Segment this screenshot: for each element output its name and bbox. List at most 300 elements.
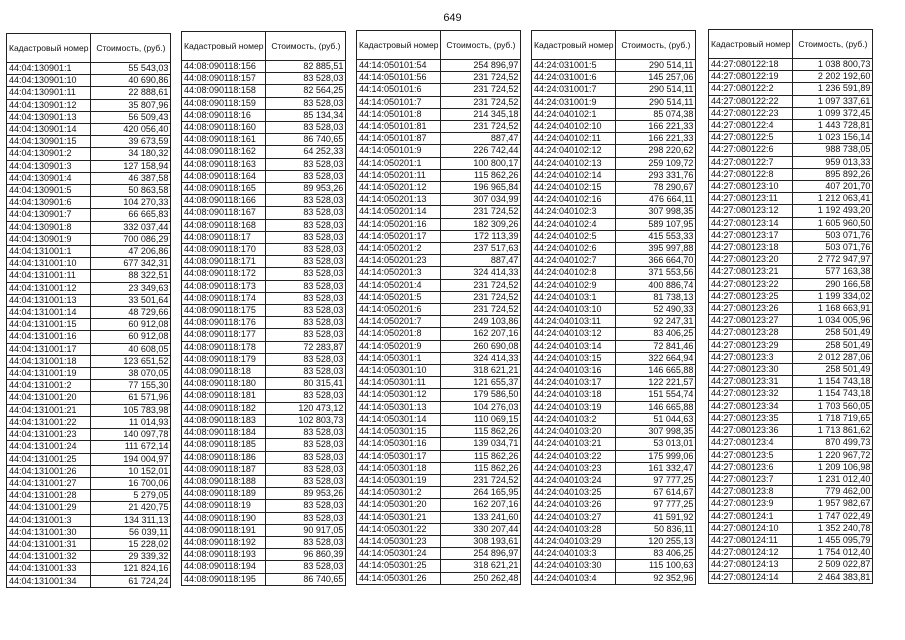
cost-cell: 92 247,31: [616, 316, 696, 328]
cost-cell: 133 241,60: [441, 511, 521, 523]
table-row: [709, 571, 873, 583]
cost-cell: 503 071,76: [793, 229, 873, 241]
cost-cell: 400 886,74: [616, 279, 696, 291]
cadastral-number-cell: 44:08:090118:187: [182, 463, 266, 475]
table-row: [7, 514, 171, 526]
cadastral-number-cell: 44:24:040102:15: [532, 182, 616, 194]
cost-cell: 231 724,52: [441, 291, 521, 303]
table-row: [357, 316, 521, 328]
table-row: [709, 425, 873, 437]
table-row: [357, 560, 521, 572]
cadastral-number-cell: 44:08:090118:182: [182, 402, 266, 414]
cost-cell: 97 777,25: [616, 499, 696, 511]
table-row: [182, 61, 346, 73]
table-row: [532, 72, 696, 84]
cadastral-number-cell: 44:08:090118:184: [182, 427, 266, 439]
cost-cell: 194 004,97: [91, 453, 171, 465]
cadastral-number-cell: 44:08:090118:165: [182, 183, 266, 195]
table-row: [182, 183, 346, 195]
cost-cell: 146 665,88: [616, 401, 696, 413]
table-row: [709, 217, 873, 229]
cadastral-table-1: [6, 33, 171, 588]
cadastral-number-cell: 44:08:090118:167: [182, 207, 266, 219]
table-row: [182, 158, 346, 170]
cadastral-number-cell: 44:08:090118:177: [182, 329, 266, 341]
table-row: [532, 377, 696, 389]
table-row: [709, 266, 873, 278]
table-row: [182, 256, 346, 268]
cadastral-number-cell: 44:08:090118:173: [182, 280, 266, 292]
table-row: [532, 108, 696, 120]
cost-cell: 83 406,25: [616, 548, 696, 560]
header-cost: Стоимость, (руб.): [266, 32, 346, 61]
cost-cell: 82 885,51: [266, 61, 346, 73]
cadastral-number-cell: 44:14:050201:12: [357, 182, 441, 194]
table-row: [709, 229, 873, 241]
table-row: [7, 270, 171, 282]
cost-cell: 259 109,72: [616, 157, 696, 169]
header-cost: Стоимость, (руб.): [91, 34, 171, 63]
table-row: [7, 453, 171, 465]
cost-cell: 15 228,02: [91, 538, 171, 550]
table-row: [182, 97, 346, 109]
cost-cell: 290 514,11: [616, 84, 696, 96]
table-row: [357, 108, 521, 120]
header-cadastral-number: Кадастровый номер: [532, 31, 616, 60]
cadastral-number-cell: 44:14:050301:19: [357, 474, 441, 486]
cost-cell: 226 742,44: [441, 145, 521, 157]
cadastral-number-cell: 44:04:131001:3: [7, 514, 91, 526]
table-row: [182, 73, 346, 85]
table-row: [7, 172, 171, 184]
cadastral-number-cell: 44:08:090118:183: [182, 414, 266, 426]
table-row: [7, 502, 171, 514]
cost-cell: 40 608,05: [91, 343, 171, 355]
cadastral-number-cell: 44:14:050301:16: [357, 438, 441, 450]
cost-cell: 264 165,95: [441, 487, 521, 499]
cadastral-number-cell: 44:14:050301:1: [357, 352, 441, 364]
cadastral-number-cell: 44:14:050301:11: [357, 377, 441, 389]
cadastral-number-cell: 44:04:130901:15: [7, 136, 91, 148]
header-cadastral-number: Кадастровый номер: [182, 32, 266, 61]
cost-cell: 1 199 334,02: [793, 290, 873, 302]
cadastral-number-cell: 44:24:031001:5: [532, 60, 616, 72]
cost-cell: 104 270,33: [91, 197, 171, 209]
cost-cell: 307 998,35: [616, 426, 696, 438]
table-row: [532, 182, 696, 194]
table-row: [7, 221, 171, 233]
table-row: [182, 305, 346, 317]
cadastral-number-cell: 44:27:080123:11: [709, 193, 793, 205]
cadastral-number-cell: 44:24:040102:12: [532, 145, 616, 157]
cost-cell: 100 800,17: [441, 157, 521, 169]
cost-cell: 249 103,86: [441, 316, 521, 328]
cadastral-number-cell: 44:08:090118:18: [182, 366, 266, 378]
cadastral-number-cell: 44:04:130901:10: [7, 75, 91, 87]
cost-cell: 577 163,38: [793, 266, 873, 278]
table-row: [7, 477, 171, 489]
table-row: [709, 412, 873, 424]
table-row: [182, 244, 346, 256]
cadastral-number-cell: 44:08:090118:175: [182, 305, 266, 317]
table-row: [709, 83, 873, 95]
cost-cell: 92 352,96: [616, 572, 696, 584]
cost-cell: 83 528,03: [266, 256, 346, 268]
table-row: [532, 438, 696, 450]
table-row: [532, 279, 696, 291]
table-row: [709, 193, 873, 205]
cost-cell: 123 651,52: [91, 355, 171, 367]
table-row: [7, 343, 171, 355]
cost-cell: 60 912,08: [91, 331, 171, 343]
cost-cell: 1 718 719,65: [793, 412, 873, 424]
cost-cell: 293 331,76: [616, 169, 696, 181]
table-row: [182, 439, 346, 451]
table-row: [7, 197, 171, 209]
cost-cell: 166 221,33: [616, 133, 696, 145]
cost-cell: 172 113,39: [441, 230, 521, 242]
table-row: [7, 124, 171, 136]
cadastral-number-cell: 44:27:080123:21: [709, 266, 793, 278]
cadastral-number-cell: 44:08:090118:190: [182, 512, 266, 524]
table-row: [7, 136, 171, 148]
cadastral-number-cell: 44:08:090118:156: [182, 61, 266, 73]
cadastral-number-cell: 44:14:050301:23: [357, 535, 441, 547]
cost-cell: 332 037,44: [91, 221, 171, 233]
cost-table: [708, 29, 873, 584]
table-row: [182, 524, 346, 536]
cadastral-number-cell: 44:27:080122:23: [709, 107, 793, 119]
table-row: [709, 242, 873, 254]
table-row: [532, 60, 696, 72]
table-row: [182, 292, 346, 304]
cadastral-number-cell: 44:04:131001:13: [7, 294, 91, 306]
table-row: [709, 364, 873, 376]
cost-cell: 89 953,26: [266, 183, 346, 195]
table-row: [182, 231, 346, 243]
cost-cell: 83 406,25: [616, 328, 696, 340]
table-row: [532, 401, 696, 413]
table-row: [709, 498, 873, 510]
table-row: [532, 352, 696, 364]
cost-cell: 83 528,03: [266, 317, 346, 329]
cost-cell: 83 528,03: [266, 97, 346, 109]
cadastral-number-cell: 44:27:080124:10: [709, 522, 793, 534]
cost-cell: 29 339,32: [91, 551, 171, 563]
cost-cell: 121 655,37: [441, 377, 521, 389]
cost-cell: 231 724,52: [441, 72, 521, 84]
cost-cell: 139 034,71: [441, 438, 521, 450]
cost-cell: 318 621,21: [441, 560, 521, 572]
table-row: [532, 121, 696, 133]
cadastral-number-cell: 44:27:080123:31: [709, 376, 793, 388]
header-cost: Стоимость, (руб.): [616, 31, 696, 60]
cadastral-number-cell: 44:24:040103:17: [532, 377, 616, 389]
cadastral-number-cell: 44:14:050201:8: [357, 328, 441, 340]
cost-table: [531, 30, 696, 585]
cost-cell: 10 152,01: [91, 465, 171, 477]
cadastral-number-cell: 44:04:131001:20: [7, 392, 91, 404]
cost-cell: 52 490,33: [616, 304, 696, 316]
table-row: [182, 195, 346, 207]
cost-cell: 83 528,03: [266, 219, 346, 231]
table-row: [7, 282, 171, 294]
table-row: [7, 63, 171, 75]
cadastral-number-cell: 44:14:050201:1: [357, 157, 441, 169]
cost-cell: 290 514,11: [616, 96, 696, 108]
cadastral-number-cell: 44:14:050301:2: [357, 487, 441, 499]
cost-cell: 1 747 022,49: [793, 510, 873, 522]
cost-cell: 47 206,86: [91, 246, 171, 258]
table-row: [709, 351, 873, 363]
table-row: [357, 182, 521, 194]
cost-cell: 231 724,52: [441, 121, 521, 133]
table-row: [7, 490, 171, 502]
cost-cell: 90 917,05: [266, 524, 346, 536]
cost-cell: 166 221,33: [616, 121, 696, 133]
cadastral-number-cell: 44:14:050201:9: [357, 340, 441, 352]
table-row: [709, 205, 873, 217]
table-header-row: [357, 31, 521, 60]
table-row: [709, 473, 873, 485]
cost-cell: 5 279,05: [91, 490, 171, 502]
cadastral-number-cell: 44:27:080124:11: [709, 534, 793, 546]
cost-cell: 22 888,61: [91, 87, 171, 99]
cadastral-number-cell: 44:04:131001:21: [7, 404, 91, 416]
cost-cell: 870 499,73: [793, 437, 873, 449]
table-row: [182, 390, 346, 402]
table-row: [182, 414, 346, 426]
cost-cell: 66 665,83: [91, 209, 171, 221]
cadastral-number-cell: 44:14:050201:17: [357, 230, 441, 242]
cost-cell: 55 543,03: [91, 63, 171, 75]
table-row: [7, 319, 171, 331]
cost-cell: 231 724,52: [441, 279, 521, 291]
cadastral-number-cell: 44:27:080123:30: [709, 364, 793, 376]
table-row: [357, 194, 521, 206]
cadastral-number-cell: 44:24:040103:30: [532, 560, 616, 572]
cadastral-number-cell: 44:04:130901:11: [7, 87, 91, 99]
table-row: [7, 538, 171, 550]
table-row: [7, 551, 171, 563]
table-row: [7, 99, 171, 111]
cadastral-number-cell: 44:08:090118:181: [182, 390, 266, 402]
table-row: [182, 146, 346, 158]
cadastral-number-cell: 44:04:131001:23: [7, 429, 91, 441]
cost-cell: 85 074,38: [616, 108, 696, 120]
cadastral-number-cell: 44:14:050301:10: [357, 365, 441, 377]
cost-cell: 34 180,32: [91, 148, 171, 160]
cost-cell: 85 134,34: [266, 109, 346, 121]
table-row: [182, 85, 346, 97]
cost-table: [356, 30, 521, 585]
cost-cell: 115 862,26: [441, 169, 521, 181]
cadastral-number-cell: 44:27:080122:7: [709, 156, 793, 168]
cadastral-number-cell: 44:27:080123:36: [709, 425, 793, 437]
cost-cell: 83 528,03: [266, 73, 346, 85]
cadastral-number-cell: 44:14:050301:15: [357, 426, 441, 438]
table-row: [709, 559, 873, 571]
table-row: [532, 243, 696, 255]
cadastral-number-cell: 44:08:090118:195: [182, 573, 266, 585]
cost-cell: 307 034,99: [441, 194, 521, 206]
cadastral-number-cell: 44:27:080124:1: [709, 510, 793, 522]
table-row: [182, 549, 346, 561]
cadastral-number-cell: 44:24:040103:26: [532, 499, 616, 511]
table-row: [532, 499, 696, 511]
cost-cell: 1 097 337,61: [793, 95, 873, 107]
cadastral-number-cell: 44:24:040103:25: [532, 487, 616, 499]
cadastral-number-cell: 44:24:040102:6: [532, 243, 616, 255]
table-row: [7, 416, 171, 428]
table-row: [182, 122, 346, 134]
cadastral-number-cell: 44:27:080123:14: [709, 217, 793, 229]
cadastral-number-cell: 44:08:090118:179: [182, 353, 266, 365]
table-row: [709, 388, 873, 400]
cost-cell: 182 309,26: [441, 218, 521, 230]
table-row: [182, 500, 346, 512]
cost-cell: 1 443 728,81: [793, 120, 873, 132]
cost-cell: 82 564,25: [266, 85, 346, 97]
table-row: [709, 132, 873, 144]
cadastral-number-cell: 44:27:080124:13: [709, 559, 793, 571]
cost-cell: 83 528,03: [266, 536, 346, 548]
cost-cell: 2 464 383,81: [793, 571, 873, 583]
table-row: [357, 389, 521, 401]
cadastral-number-cell: 44:08:090118:168: [182, 219, 266, 231]
table-row: [182, 427, 346, 439]
cadastral-number-cell: 44:14:050301:25: [357, 560, 441, 572]
cost-cell: 77 155,30: [91, 380, 171, 392]
cadastral-number-cell: 44:14:050201:13: [357, 194, 441, 206]
table-row: [357, 279, 521, 291]
cadastral-number-cell: 44:04:131001:19: [7, 368, 91, 380]
cost-cell: 83 528,03: [266, 207, 346, 219]
table-row: [7, 258, 171, 270]
cadastral-table-5: [708, 29, 873, 584]
cost-cell: 83 528,03: [266, 390, 346, 402]
cost-cell: 61 724,24: [91, 575, 171, 587]
cost-cell: 1 038 800,73: [793, 59, 873, 71]
cadastral-number-cell: 44:14:050301:12: [357, 389, 441, 401]
cost-cell: 589 107,95: [616, 218, 696, 230]
cadastral-number-cell: 44:27:080123:5: [709, 449, 793, 461]
cost-cell: 81 738,13: [616, 291, 696, 303]
cadastral-number-cell: 44:24:040102:8: [532, 267, 616, 279]
table-row: [357, 438, 521, 450]
cadastral-number-cell: 44:08:090118:171: [182, 256, 266, 268]
cadastral-number-cell: 44:27:080123:9: [709, 498, 793, 510]
cost-cell: 1 154 743,18: [793, 376, 873, 388]
cost-cell: 83 528,03: [266, 170, 346, 182]
cadastral-number-cell: 44:27:080123:10: [709, 181, 793, 193]
cost-cell: 134 311,13: [91, 514, 171, 526]
cadastral-number-cell: 44:24:040103:23: [532, 462, 616, 474]
table-row: [532, 340, 696, 352]
header-cadastral-number: Кадастровый номер: [7, 34, 91, 63]
cadastral-number-cell: 44:14:050101:9: [357, 145, 441, 157]
cost-cell: 72 841,46: [616, 340, 696, 352]
table-row: [182, 207, 346, 219]
cost-cell: 318 621,21: [441, 365, 521, 377]
table-row: [532, 316, 696, 328]
table-row: [182, 378, 346, 390]
cadastral-number-cell: 44:08:090118:162: [182, 146, 266, 158]
header-cadastral-number: Кадастровый номер: [357, 31, 441, 60]
table-row: [709, 327, 873, 339]
cost-cell: 988 738,05: [793, 144, 873, 156]
cadastral-number-cell: 44:24:040103:11: [532, 316, 616, 328]
table-row: [7, 307, 171, 319]
cost-cell: 50 863,58: [91, 185, 171, 197]
cadastral-number-cell: 44:24:040103:20: [532, 426, 616, 438]
table-row: [7, 404, 171, 416]
cadastral-number-cell: 44:24:040102:10: [532, 121, 616, 133]
cadastral-number-cell: 44:04:130901:8: [7, 221, 91, 233]
cost-cell: 1 154 743,18: [793, 388, 873, 400]
cost-cell: 175 999,06: [616, 450, 696, 462]
table-row: [709, 95, 873, 107]
table-row: [7, 465, 171, 477]
cadastral-number-cell: 44:27:080124:12: [709, 547, 793, 559]
cost-cell: 96 860,39: [266, 549, 346, 561]
cadastral-number-cell: 44:24:040102:1: [532, 108, 616, 120]
table-row: [357, 328, 521, 340]
cadastral-number-cell: 44:27:080123:28: [709, 327, 793, 339]
cadastral-number-cell: 44:08:090118:194: [182, 561, 266, 573]
cadastral-number-cell: 44:14:050201:4: [357, 279, 441, 291]
table-row: [532, 145, 696, 157]
cost-cell: 407 201,70: [793, 181, 873, 193]
cadastral-number-cell: 44:04:131001:1: [7, 246, 91, 258]
table-row: [182, 170, 346, 182]
table-row: [709, 449, 873, 461]
table-row: [357, 426, 521, 438]
table-row: [532, 230, 696, 242]
page-number: 649: [443, 12, 462, 24]
cadastral-number-cell: 44:14:050201:5: [357, 291, 441, 303]
cadastral-number-cell: 44:14:050201:7: [357, 316, 441, 328]
table-row: [357, 365, 521, 377]
cadastral-number-cell: 44:08:090118:193: [182, 549, 266, 561]
cost-cell: 40 690,86: [91, 75, 171, 87]
table-row: [532, 304, 696, 316]
table-row: [7, 233, 171, 245]
cost-cell: 11 014,93: [91, 416, 171, 428]
cadastral-number-cell: 44:14:050301:14: [357, 413, 441, 425]
cost-cell: 83 528,03: [266, 500, 346, 512]
table-row: [182, 475, 346, 487]
cost-cell: 115 100,63: [616, 560, 696, 572]
table-row: [357, 291, 521, 303]
cost-cell: 162 207,16: [441, 499, 521, 511]
table-row: [357, 72, 521, 84]
table-header-row: [7, 34, 171, 63]
cadastral-number-cell: 44:14:050101:54: [357, 60, 441, 72]
cost-cell: 231 724,52: [441, 84, 521, 96]
table-row: [357, 304, 521, 316]
cost-cell: 105 783,98: [91, 404, 171, 416]
cost-cell: 887,47: [441, 255, 521, 267]
table-row: [532, 535, 696, 547]
cost-cell: 61 571,96: [91, 392, 171, 404]
cost-cell: 56 039,11: [91, 526, 171, 538]
cost-cell: 16 700,06: [91, 477, 171, 489]
cost-cell: 56 509,43: [91, 111, 171, 123]
cost-cell: 115 862,26: [441, 450, 521, 462]
table-row: [182, 341, 346, 353]
cost-cell: 115 862,26: [441, 462, 521, 474]
